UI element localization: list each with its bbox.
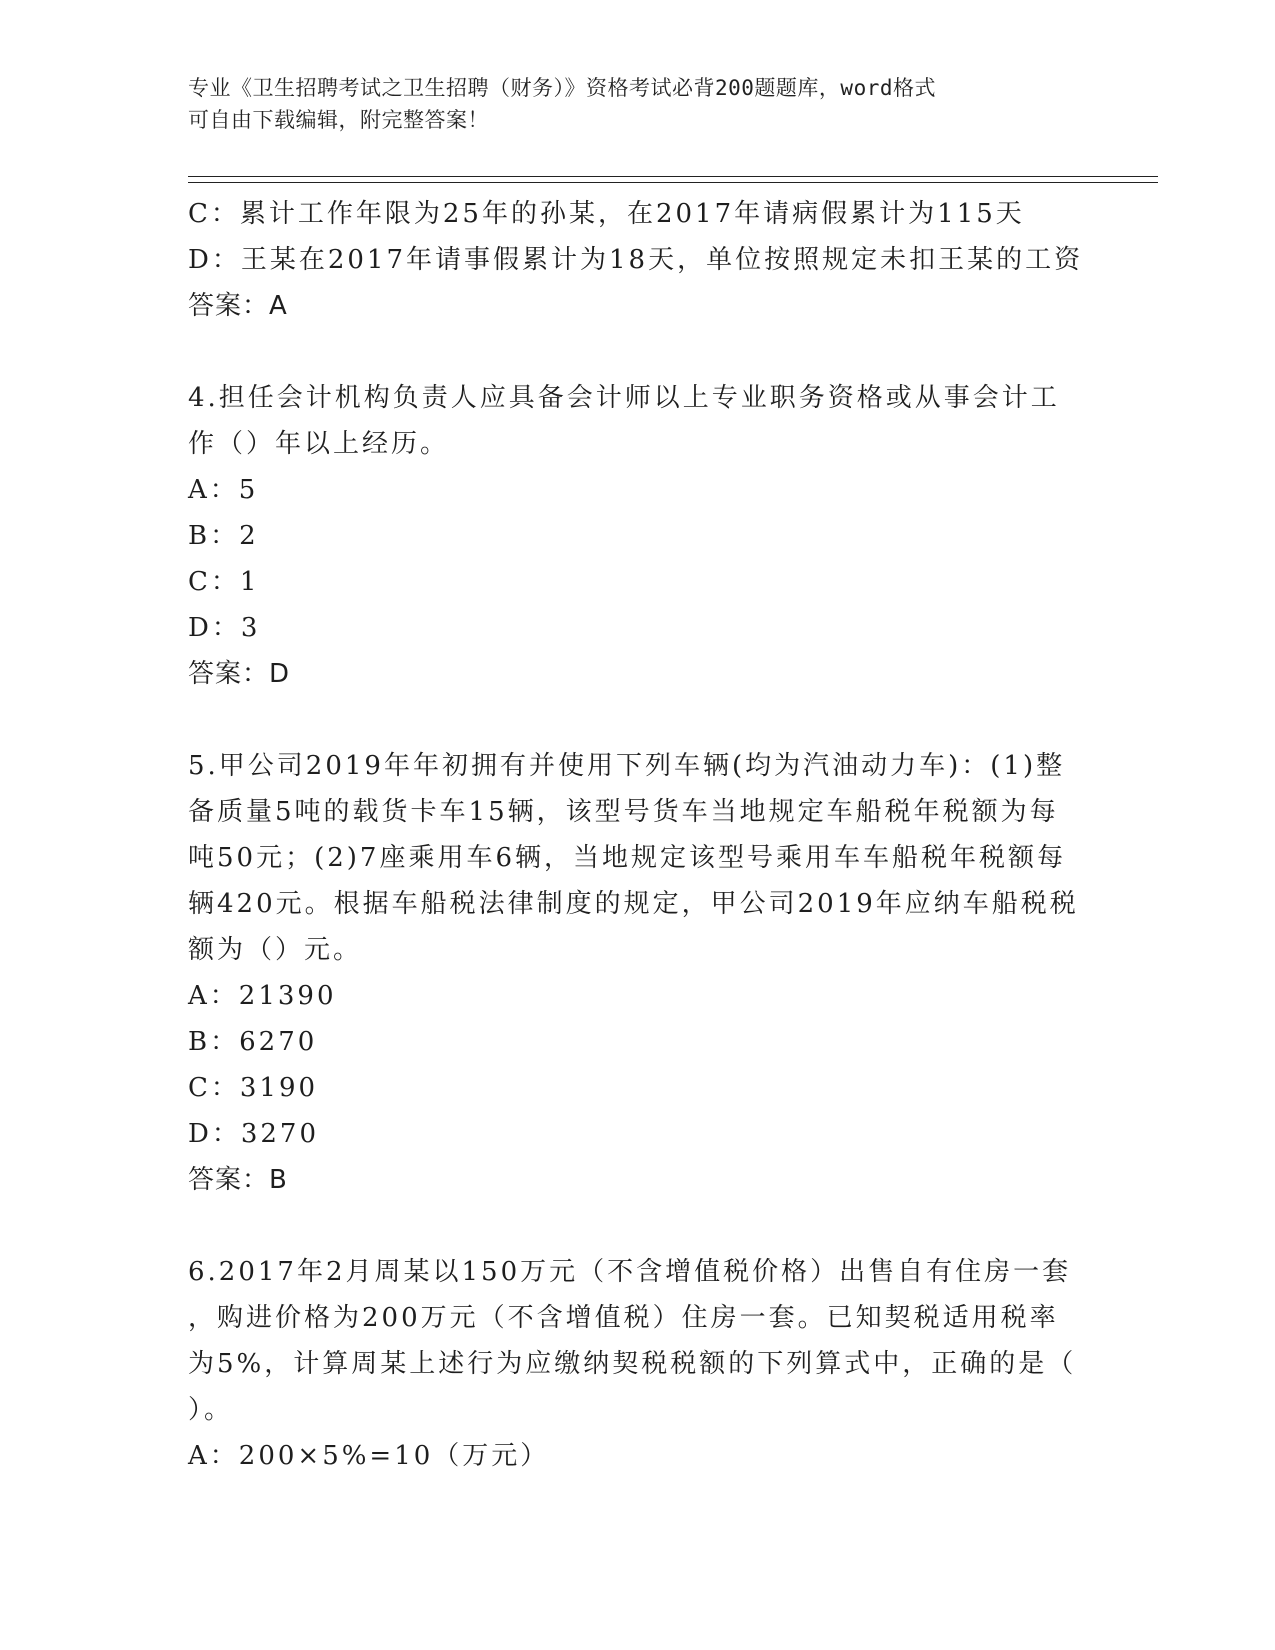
document-body — [188, 191, 1088, 1479]
q5-answer: 答案：B — [188, 1165, 288, 1195]
q5-stem-line-1: 5.甲公司2019年年初拥有并使用下列车辆(均为汽油动力车)：(1)整 — [188, 751, 1066, 781]
header-divider-top — [188, 176, 1158, 177]
q5-stem-line-4: 辆420元。根据车船税法律制度的规定，甲公司2019年应纳车船税税 — [188, 889, 1079, 919]
q5-option-c: C：3190 — [188, 1073, 319, 1103]
q5-stem-line-3: 吨50元；(2)7座乘用车6辆，当地规定该型号乘用车车船税年税额每 — [188, 843, 1066, 873]
q5-option-d: D：3270 — [188, 1119, 320, 1149]
q6-stem-line-4: ）。 — [188, 1395, 234, 1425]
question-5 — [188, 743, 1088, 1203]
header-line-1: 专业《卫生招聘考试之卫生招聘（财务）》资格考试必背200题题库，word格式 — [188, 76, 936, 100]
q6-stem-line-1: 6.2017年2月周某以150万元（不含增值税价格）出售自有住房一套 — [188, 1257, 1072, 1287]
document-header — [188, 72, 1088, 136]
q4-stem-line-1: 4.担任会计机构负责人应具备会计师以上专业职务资格或从事会计工 — [188, 383, 1060, 413]
q3-option-d: D：王某在2017年请事假累计为18天，单位按照规定未扣王某的工资 — [188, 245, 1084, 275]
question-3-tail — [188, 191, 1088, 329]
q4-option-c: C：1 — [188, 567, 260, 597]
q6-stem-line-2: ，购进价格为200万元（不含增值税）住房一套。已知契税适用税率 — [188, 1303, 1059, 1333]
q5-stem-line-5: 额为（）元。 — [188, 935, 363, 965]
q5-option-b: B：6270 — [188, 1027, 318, 1057]
q5-option-a: A：21390 — [188, 981, 337, 1011]
spacer — [188, 329, 1088, 375]
q4-option-b: B：2 — [188, 521, 259, 551]
header-divider-bottom — [188, 182, 1158, 183]
q4-option-a: A：5 — [188, 475, 259, 505]
spacer — [188, 697, 1088, 743]
q3-option-c: C：累计工作年限为25年的孙某，在2017年请病假累计为115天 — [188, 199, 1025, 229]
q6-option-a: A：200×5%=10（万元） — [188, 1441, 550, 1471]
q3-answer: 答案：A — [188, 291, 288, 321]
q6-stem-line-3: 为5%，计算周某上述行为应缴纳契税税额的下列算式中，正确的是（ — [188, 1349, 1077, 1379]
q5-stem-line-2: 备质量5吨的载货卡车15辆，该型号货车当地规定车船税年税额为每 — [188, 797, 1059, 827]
q4-stem-line-2: 作（）年以上经历。 — [188, 429, 450, 459]
question-4 — [188, 375, 1088, 697]
spacer — [188, 1203, 1088, 1249]
header-line-2: 可自由下载编辑，附完整答案！ — [188, 108, 489, 132]
q4-answer: 答案：D — [188, 659, 291, 689]
question-6 — [188, 1249, 1088, 1479]
q4-option-d: D：3 — [188, 613, 261, 643]
